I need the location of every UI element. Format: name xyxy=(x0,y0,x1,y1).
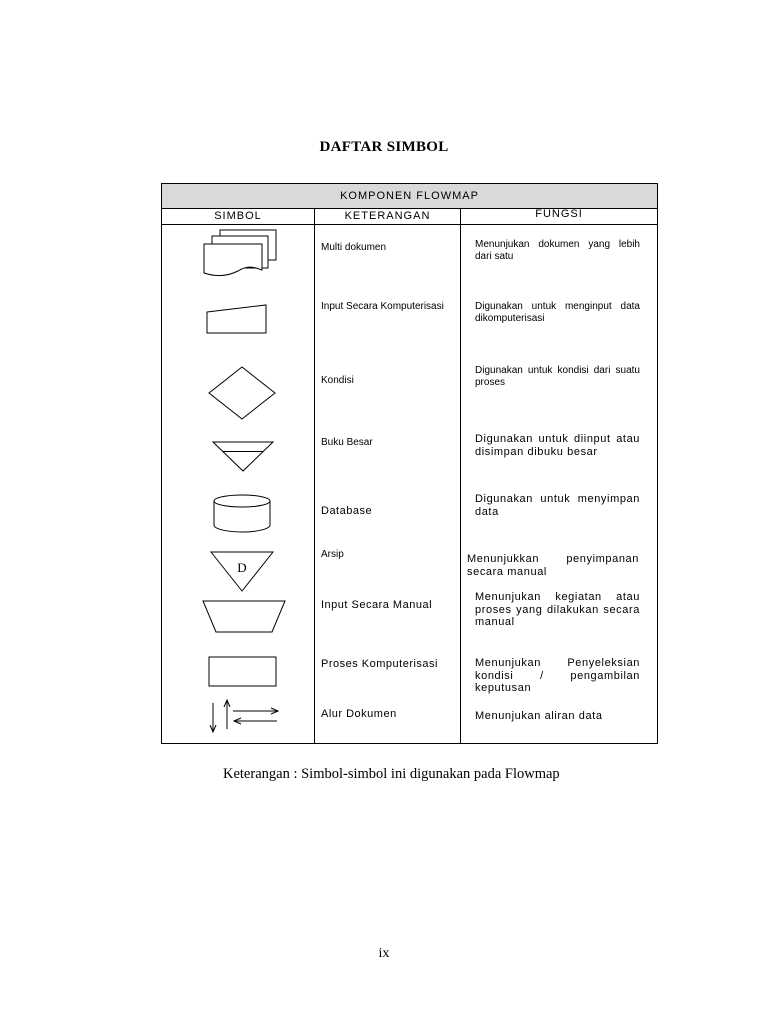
row-keterangan: Kondisi xyxy=(321,375,354,386)
column-header-fungsi: FUNGSI xyxy=(535,208,583,220)
archive-triangle-icon xyxy=(210,551,274,593)
row-keterangan: Multi dokumen xyxy=(321,242,387,253)
column-divider xyxy=(314,208,315,744)
page-title: DAFTAR SIMBOL xyxy=(319,139,449,155)
flow-arrows-icon xyxy=(208,698,280,734)
row-fungsi: Menunjukan Penyeleksian kondisi / pengambilan keputusan xyxy=(475,657,640,694)
decision-diamond-icon xyxy=(207,366,277,420)
row-keterangan: Buku Besar xyxy=(321,437,373,448)
row-keterangan: Arsip xyxy=(321,549,344,560)
symbol-table xyxy=(161,183,658,744)
row-keterangan: Input Secara Manual xyxy=(321,599,433,611)
ledger-triangle-icon xyxy=(212,441,274,473)
row-fungsi: Menunjukkan penyimpanan secara manual xyxy=(467,553,639,578)
row-keterangan: Input Secara Komputerisasi xyxy=(321,301,444,312)
row-keterangan: Database xyxy=(321,505,373,517)
page-number: ix xyxy=(378,946,390,961)
header-divider xyxy=(162,224,657,225)
row-keterangan: Proses Komputerisasi xyxy=(321,658,438,670)
row-keterangan: Alur Dokumen xyxy=(321,708,397,720)
computerized-input-icon xyxy=(206,304,268,336)
table-header-title: KOMPONEN FLOWMAP xyxy=(162,184,657,209)
row-fungsi: Digunakan untuk menginput data dikomputerisasi xyxy=(475,301,640,324)
row-fungsi: Digunakan untuk kondisi dari suatu proses xyxy=(475,365,640,388)
archive-label: D xyxy=(237,560,247,575)
database-cylinder-icon xyxy=(212,494,272,534)
row-fungsi: Digunakan untuk menyimpan data xyxy=(475,493,640,518)
table-note: Keterangan : Simbol-simbol ini digunakan pada Flowmap xyxy=(223,766,560,782)
column-header-keterangan: KETERANGAN xyxy=(344,210,431,222)
column-header-simbol: SIMBOL xyxy=(214,210,262,222)
row-fungsi: Menunjukan kegiatan atau proses yang dilakukan secara manual xyxy=(475,591,640,628)
row-fungsi: Digunakan untuk diinput atau disimpan dibuku besar xyxy=(475,433,640,458)
column-divider xyxy=(460,208,461,744)
row-fungsi: Menunjukan aliran data xyxy=(475,710,603,722)
process-rectangle-icon xyxy=(208,656,278,688)
manual-input-trapezoid-icon xyxy=(202,600,286,634)
multi-document-icon xyxy=(202,228,282,280)
row-fungsi: Menunjukan dokumen yang lebih dari satu xyxy=(475,239,640,262)
